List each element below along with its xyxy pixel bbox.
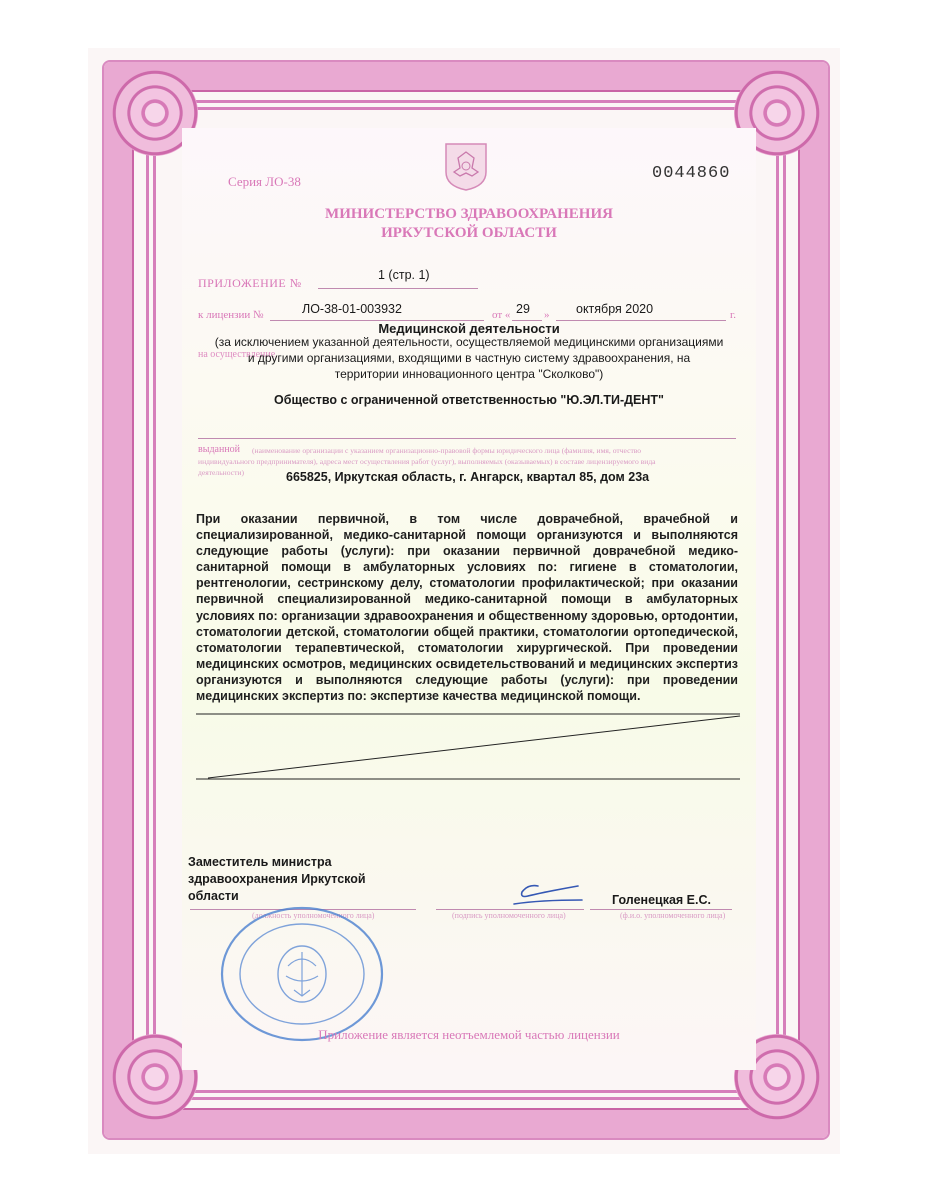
- strike-through-lines: [196, 712, 742, 782]
- license-month-year: октября 2020: [576, 302, 654, 316]
- activity-line2: и другими организациями, входящими в частную систему здравоохранения, на: [247, 351, 691, 365]
- name-underline: [590, 909, 732, 910]
- document-number: 0044860: [652, 164, 731, 183]
- appendix-label: ПРИЛОЖЕНИЕ №: [198, 276, 302, 290]
- license-day: 29: [516, 302, 530, 316]
- signature-underline: [436, 909, 584, 910]
- organization-caption-line2: индивидуального предпринимателя), адреса мест осуществления работ (услуг), выполняемых (оказываемых) в составе лицензируемого вида: [198, 457, 656, 466]
- handwritten-signature: [494, 874, 586, 910]
- position-line3: области: [188, 889, 239, 903]
- footer-note: Приложение является неотъемлемой частью лицензии: [318, 1027, 620, 1042]
- license-from-label: от «: [492, 309, 511, 321]
- organization-caption-line3: деятельности): [198, 468, 245, 477]
- organization-underline: [198, 438, 736, 439]
- activity-title: Медицинской деятельности: [378, 321, 560, 336]
- signature-caption: (подпись уполномоченного лица): [452, 911, 566, 920]
- official-stamp-icon: [218, 904, 386, 1044]
- signatory-name: Голенецкая Е.С.: [612, 893, 711, 907]
- services-text: При оказании первичной, в том числе доврачебной, врачебной и специализированной, медико-санитарной помощи организуются и выполняются следующие работы (услуги): при оказании первичной доврачебной медико-санитарной помощи в амбулаторных условиях по: гигиене в стоматологии, рентгенологии, сестринскому делу, стоматологии профилактической; при оказании первичной специализированной медико-санитарной помощи в амбулаторных условиях по: организации здравоохранения и общественному здоровью, ортодонтии, стоматологии детской, стоматологии общей практики, стоматологии ортопедической, стоматологии терапевтической, стоматологии хирургической. При проведении медицинских осмотров, медицинских освидетельствований и медицинских экспертиз организуются и выполняются следующие работы (услуги): при проведении медицинских экспертиз по: экспертизе качества медицинской помощи.: [196, 512, 738, 704]
- series-label: Серия ЛО-38: [228, 174, 301, 189]
- position-line1: Заместитель министра: [188, 855, 332, 869]
- license-year-suffix: г.: [730, 309, 737, 321]
- position-line2: здравоохранения Иркутской: [188, 872, 366, 886]
- position-caption: (должность уполномоченного лица): [252, 911, 375, 920]
- ministry-title-line1: МИНИСТЕРСТВО ЗДРАВООХРАНЕНИЯ: [325, 206, 613, 222]
- name-caption: (ф.и.о. уполномоченного лица): [620, 911, 726, 920]
- ministry-title-line2: ИРКУТСКОЙ ОБЛАСТИ: [381, 225, 557, 241]
- license-quote-close: »: [544, 309, 550, 321]
- organization-name: Общество с ограниченной ответственностью "Ю.ЭЛ.ТИ-ДЕНТ": [274, 393, 664, 407]
- license-label: к лицензии №: [198, 309, 264, 321]
- coat-of-arms-icon: [444, 142, 488, 192]
- activity-prefix-label: на осуществление: [198, 349, 276, 360]
- appendix-underline: [318, 288, 478, 289]
- issued-label: выданной: [198, 444, 241, 455]
- organization-caption-line1: (наименование организации с указанием организационно-правовой формы юридического лица (фамилия, имя, отчество: [252, 446, 642, 455]
- appendix-value: 1 (стр. 1): [378, 268, 430, 282]
- organization-address: 665825, Иркутская область, г. Ангарск, квартал 85, дом 23а: [286, 470, 650, 484]
- license-number: ЛО-38-01-003932: [302, 302, 402, 316]
- activity-line1: (за исключением указанной деятельности, осуществляемой медицинскими организациями: [214, 335, 724, 349]
- activity-line3: территории инновационного центра "Сколково"): [334, 367, 604, 381]
